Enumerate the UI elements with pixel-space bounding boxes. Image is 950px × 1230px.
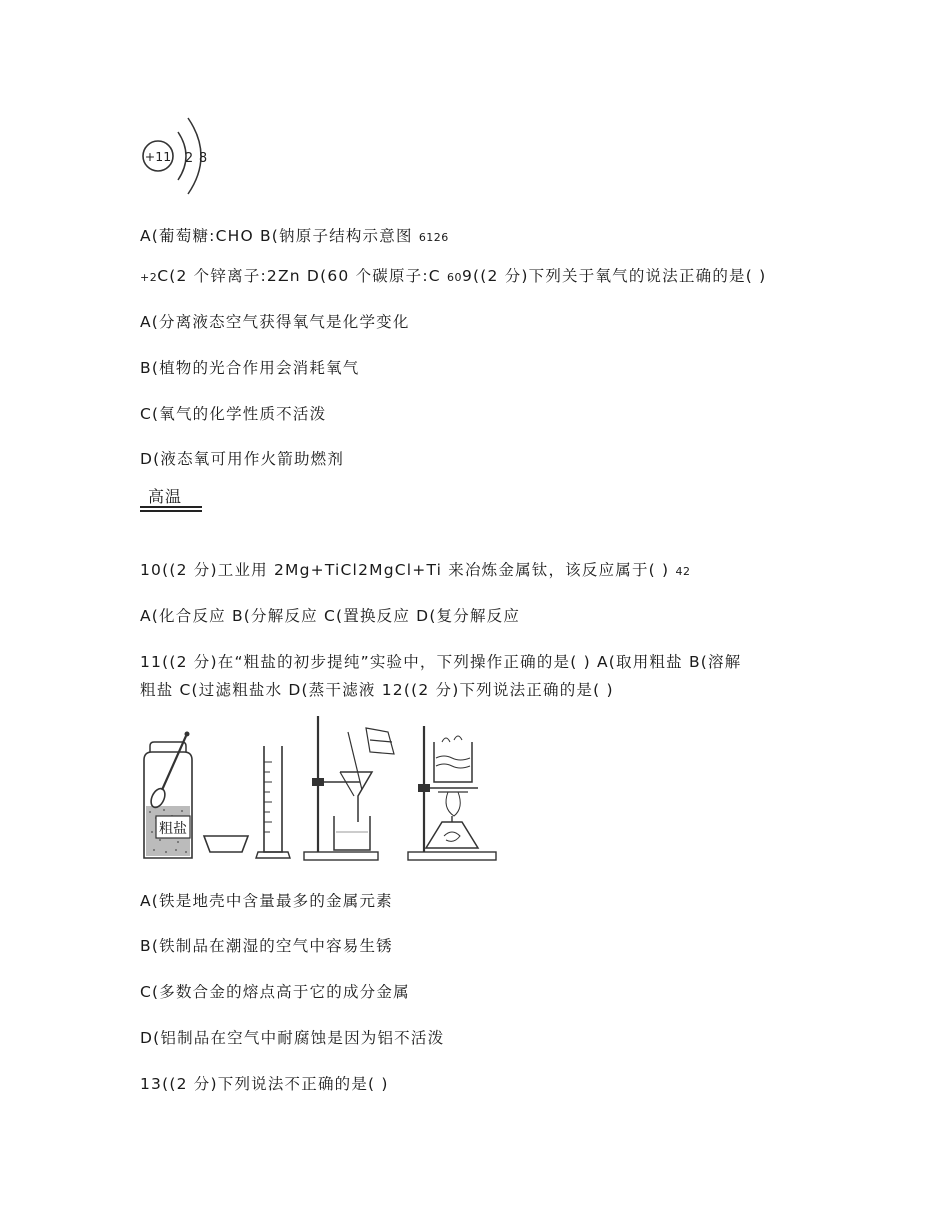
- jar-label: 粗盐: [159, 821, 187, 837]
- q13-stem: 13((2 分)下列说法不正确的是( ): [140, 1075, 389, 1093]
- spoon: [162, 736, 186, 790]
- evaporating-dish: [204, 836, 248, 852]
- q12-option-d: D(铝制品在空气中耐腐蚀是因为铝不活泼: [140, 1029, 445, 1047]
- q8-charge-prefix: +2: [140, 271, 158, 284]
- q12-option-a: A(铁是地壳中含量最多的金属元素: [140, 892, 393, 910]
- shell-1-electrons: 2: [184, 151, 194, 166]
- q8-subscript: 6126: [418, 231, 449, 244]
- lab-apparatus-figure: [138, 712, 502, 864]
- q8-c60-subscript: 60: [446, 271, 462, 284]
- shell-2-electrons: 8: [198, 151, 208, 166]
- nucleus-charge: +11: [144, 149, 172, 164]
- filtration-setup: [304, 716, 394, 860]
- q10-stem: 10((2 分)工业用 2Mg+TiCl2MgCl+Ti 来冶炼金属钛，该反应属于( ): [140, 561, 670, 579]
- condition-line-bottom: [140, 510, 202, 512]
- reaction-condition-high-temp: [140, 484, 202, 514]
- condition-label: 高温: [148, 487, 183, 506]
- q12-option-c: C(多数合金的熔点高于它的成分金属: [140, 983, 410, 1001]
- q9-option-d: D(液态氧可用作火箭助燃剂: [140, 450, 345, 468]
- condition-line-top: [140, 506, 202, 508]
- measuring-cylinder: [256, 746, 290, 858]
- q11-stem-line1: 11((2 分)在“粗盐的初步提纯”实验中，下列操作正确的是( ) A(取用粗盐 B(溶解: [140, 653, 742, 671]
- q9-option-b: B(植物的光合作用会消耗氧气: [140, 359, 360, 377]
- sodium-atom-diagram: [138, 114, 218, 198]
- q9-option-a: A(分离液态空气获得氧气是化学变化: [140, 313, 410, 331]
- q11-stem-line2: 粗盐 C(过滤粗盐水 D(蒸干滤液 12((2 分)下列说法正确的是( ): [140, 681, 614, 699]
- q12-option-b: B(铁制品在潮湿的空气中容易生锈: [140, 937, 393, 955]
- q9-option-c: C(氧气的化学性质不活泼: [140, 405, 327, 423]
- evaporation-setup: [408, 726, 496, 860]
- reagent-jar: [144, 732, 192, 859]
- q8-options-line: [140, 224, 449, 246]
- q10-options: A(化合反应 B(分解反应 C(置换反应 D(复分解反应: [140, 607, 521, 625]
- q8-q9-line: [140, 264, 766, 286]
- q8-options-cd: C(2 个锌离子:2Zn D(60 个碳原子:C: [157, 267, 441, 285]
- q9-stem: 9((2 分)下列关于氧气的说法正确的是( ): [461, 267, 767, 285]
- q10-stem-line: [140, 558, 690, 580]
- q8-options: A(葡萄糖:CHO B(钠原子结构示意图: [140, 227, 413, 245]
- q10-subscript: 42: [675, 565, 691, 578]
